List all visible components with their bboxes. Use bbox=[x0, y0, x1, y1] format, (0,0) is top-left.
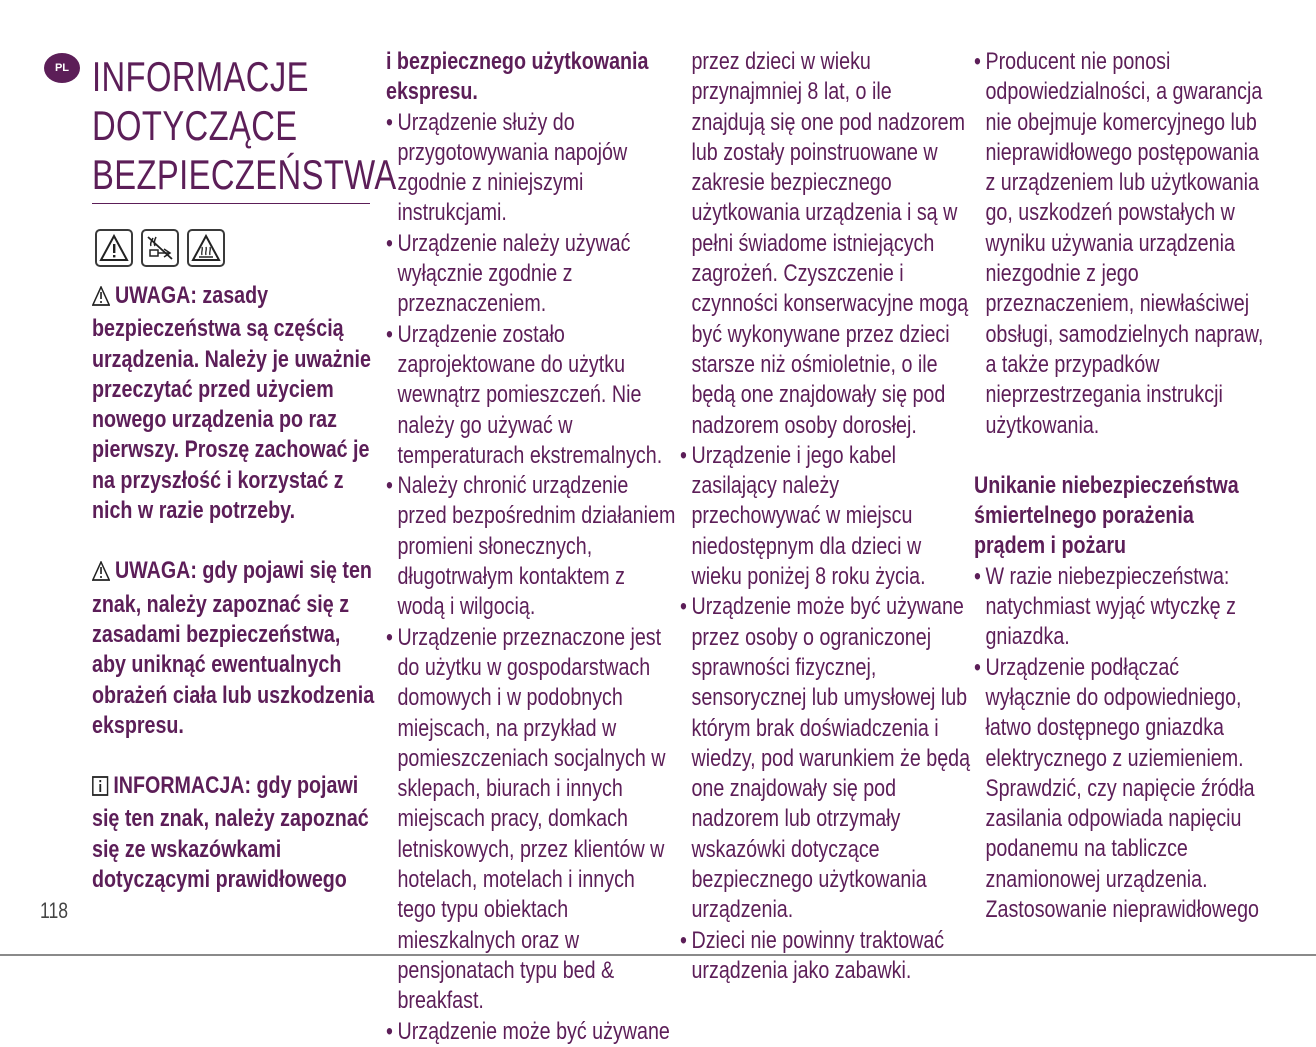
section-heading: i bezpiecznego użytkowania ekspresu. bbox=[386, 48, 649, 106]
hot-surface-icon bbox=[187, 229, 225, 267]
notice-warning-1 bbox=[92, 281, 377, 526]
notice-text: UWAGA: gdy pojawi się ten znak, należy zapoznać się z zasadami bezpieczeństwa, aby uniknąć ewentualnych obrażeń ciała lub uszkodzenia ekspresu. bbox=[92, 557, 375, 739]
title-line: INFORMACJE bbox=[92, 53, 309, 100]
list-item: • Urządzenie zostało zaprojektowane do użytku wewnątrz pomieszczeń. Nie należy go używać w temperaturach ekstremalnych. bbox=[386, 320, 676, 471]
column-3 bbox=[680, 47, 970, 986]
title-line: BEZPIECZEŃSTWA bbox=[92, 151, 397, 198]
title-divider bbox=[92, 203, 370, 204]
list-item: • Dzieci nie powinny traktować urządzenia jako zabawki. bbox=[680, 926, 970, 987]
list-item: • Producent nie ponosi odpowiedzialności, a gwarancja nie obejmuje komercyjnego lub nieprawidłowego postępowania z urządzeniem lub użytkowania go, uszkodzeń powstałych w wyniku używania urządzenia niezgodnie z jego przeznaczeniem, niewłaściwej obsługi, samodzielnych napraw, a także przypadków nieprzestrzegania instrukcji użytkowania. bbox=[974, 47, 1264, 441]
column-2 bbox=[386, 47, 676, 1047]
language-badge: PL bbox=[44, 53, 80, 83]
list-item: • Urządzenie może być używane bbox=[386, 1017, 676, 1047]
section-title bbox=[92, 52, 397, 199]
safety-list bbox=[974, 562, 1264, 926]
list-item: • W razie niebezpieczeństwa: natychmiast wyjąć wtyczkę z gniazdka. bbox=[974, 562, 1264, 653]
list-item: • Urządzenie służy do przygotowywania napojów zgodnie z niniejszymi instrukcjami. bbox=[386, 108, 676, 229]
page-number: 118 bbox=[40, 898, 69, 923]
notice-text: INFORMACJA: gdy pojawi się ten znak, należy zapoznać się ze wskazówkami dotyczącymi prawidłowego bbox=[92, 772, 369, 894]
list-item: • Urządzenie podłączać wyłącznie do odpowiedniego, łatwo dostępnego gniazdka elektrycznego z uziemieniem. Sprawdzić, czy napięcie źródła zasilania odpowiada napięciu podanemu na tabliczce znamionowej urządzenia. Zastosowanie nieprawidłowego bbox=[974, 653, 1264, 926]
notice-warning-2 bbox=[92, 556, 377, 741]
title-line: DOTYCZĄCE bbox=[92, 102, 298, 149]
list-item: • Należy chronić urządzenie przed bezpośrednim działaniem promieni słonecznych, długotrwałym kontaktem z wodą i wilgocią. bbox=[386, 471, 676, 622]
list-item: • Urządzenie może być używane przez osoby o ograniczonej sprawności fizycznej, sensorycznej lub umysłowej lub którym brak doświadczenia i wiedzy, pod warunkiem że będą one znajdowały się pod nadzorem lub otrzymały wskazówki dotyczące bezpiecznego użytkowania urządzenia. bbox=[680, 592, 970, 925]
bottom-divider bbox=[0, 954, 1316, 956]
warning-triangle-icon bbox=[95, 229, 133, 267]
warning-triangle-icon bbox=[92, 559, 110, 589]
column-4 bbox=[974, 47, 1264, 925]
no-water-plug-icon bbox=[141, 229, 179, 267]
safety-list bbox=[386, 108, 676, 1047]
notice-info bbox=[92, 771, 377, 895]
safety-list bbox=[680, 47, 970, 986]
list-item: • Urządzenie należy używać wyłącznie zgodnie z przeznaczeniem. bbox=[386, 229, 676, 320]
section-heading: Unikanie niebezpieczeństwa śmiertelnego porażenia prądem i pożaru bbox=[974, 471, 1239, 560]
notice-text: UWAGA: zasady bezpieczeństwa są częścią urządzenia. Należy je uważnie przeczytać przed użyciem nowego urządzenia po raz pierwszy. Proszę zachować je na przyszłość i korzystać z nich w razie potrzeby. bbox=[92, 282, 371, 525]
info-icon bbox=[92, 774, 108, 804]
warning-triangle-icon bbox=[92, 284, 110, 314]
column-1 bbox=[92, 281, 377, 925]
list-item: • Urządzenie przeznaczone jest do użytku w gospodarstwach domowych i w podobnych miejscach, na przykład w pomieszczeniach socjalnych w sklepach, biurach i innych miejscach pracy, domkach letniskowych, przez klientów w hotelach, motelach i innych tego typu obiektach mieszkalnych oraz w pensjonatach typu bed & breakfast. bbox=[386, 623, 676, 1017]
safety-icons bbox=[95, 229, 225, 267]
list-item: • Urządzenie i jego kabel zasilający należy przechowywać w miejscu niedostępnym dla dzieci w wieku poniżej 8 roku życia. bbox=[680, 441, 970, 592]
safety-list bbox=[974, 47, 1264, 441]
list-item-continuation: przez dzieci w wieku przynajmniej 8 lat, o ile znajdują się one pod nadzorem lub zostały poinstruowane w zakresie bezpiecznego użytkowania urządzenia i są w pełni świadome istniejących zagrożeń. Czyszczenie i czynności konserwacyjne mogą być wykonywane przez dzieci starsze niż ośmioletnie, o ile będą one znajdowały się pod nadzorem osoby dorosłej. bbox=[691, 48, 969, 439]
